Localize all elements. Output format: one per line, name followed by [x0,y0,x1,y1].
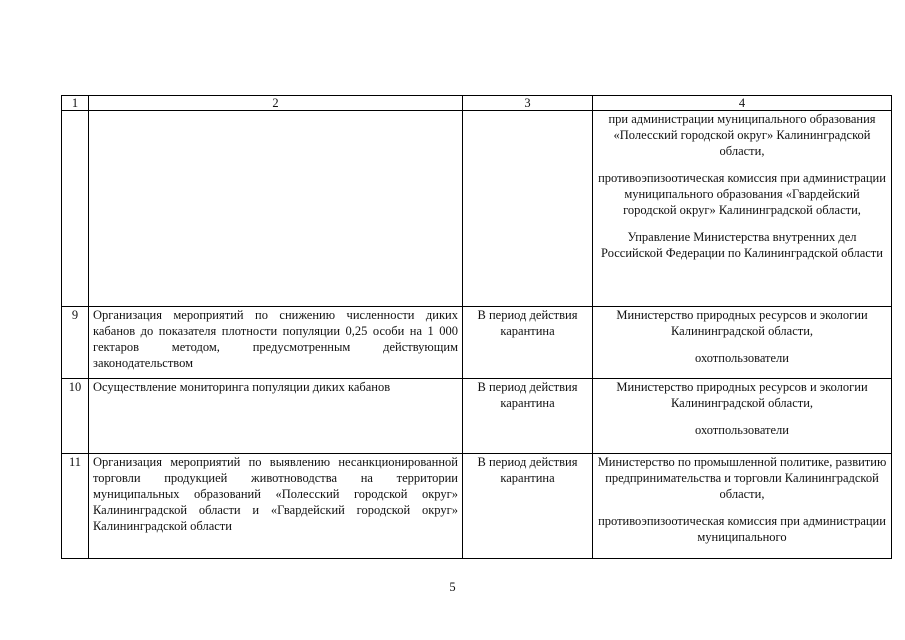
column-header: 4 [593,96,892,111]
table-row [62,454,892,559]
responsible-entry: при администрации муниципального образования «Полесский городской округ» Калининградской области, [608,112,876,158]
row-number: 10 [62,379,89,454]
activity-cell [89,111,463,307]
column-header: 3 [463,96,593,111]
activity-cell: Осуществление мониторинга популяции диких кабанов [89,379,463,454]
table-row [62,111,892,307]
row-number: 11 [62,454,89,559]
measures-table [61,95,892,559]
activity-cell: Организация мероприятий по выявлению несанкционированной торговли продукцией животноводства на территории муниципальных образований «Полесский городской округ» Калининградской области и «Гвардейский городской округ» Калининградской области [89,454,463,559]
responsible-entry: противоэпизоотическая комиссия при администрации муниципального [598,514,886,544]
column-header: 2 [89,96,463,111]
column-header: 1 [62,96,89,111]
responsible-entry: Министерство природных ресурсов и экологии Калининградской области, [616,380,868,410]
row-number: 9 [62,307,89,379]
period-cell [463,111,593,307]
responsible-entry: Министерство природных ресурсов и экологии Калининградской области, [616,308,868,338]
responsible-entry: Министерство по промышленной политике, развитию предпринимательства и торговли Калининградской области, [597,455,887,501]
table-row [62,379,892,454]
responsible-cell [593,454,892,559]
period-cell: В период действия карантина [463,307,593,379]
page-number: 5 [449,580,456,594]
activity-cell: Организация мероприятий по снижению численности диких кабанов до показателя плотности популяции 0,25 особи на 1 000 гектаров методом, предусмотренным действующим законодательством [89,307,463,379]
period-cell: В период действия карантина [463,379,593,454]
period-cell: В период действия карантина [463,454,593,559]
responsible-cell [593,379,892,454]
table-row [62,307,892,379]
table-header-row [62,96,892,111]
responsible-entry: Управление Министерства внутренних дел Российской Федерации по Калининградской области [601,230,883,260]
responsible-entry: охотпользователи [695,423,789,437]
responsible-cell [593,307,892,379]
responsible-entry: противоэпизоотическая комиссия при администрации муниципального образования «Гвардейский городской округ» Калининградской области, [598,171,886,217]
responsible-entry: охотпользователи [695,351,789,365]
responsible-cell [593,111,892,307]
row-number [62,111,89,307]
